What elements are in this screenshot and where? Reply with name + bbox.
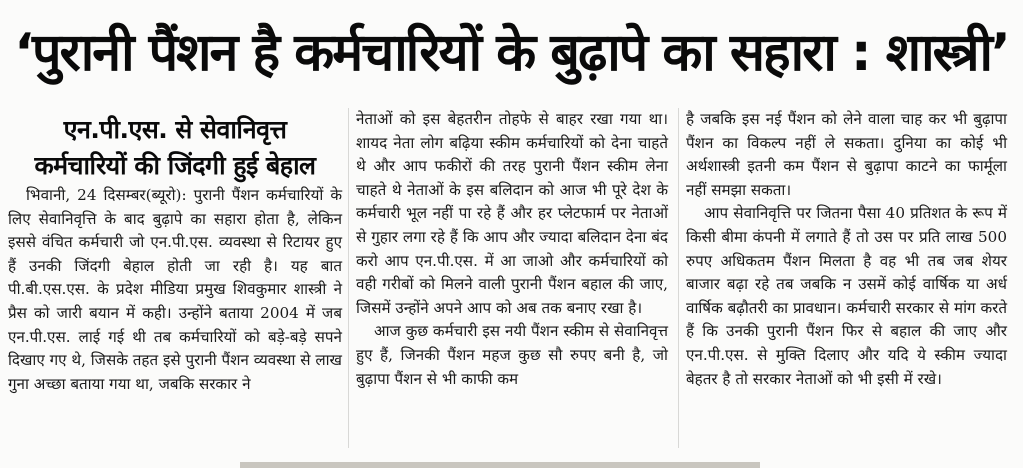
article-column-2 [356,108,668,391]
subheadline-line-1: एन.पी.एस. से सेवानिवृत्त [63,115,287,144]
article-paragraph: है जबकि इस नई पैंशन को लेने वाला चाह कर भी बुढ़ापा पैंशन का विकल्प नहीं ले सकता। दुनिया का कोई भी अर्थशास्त्री इतनी कम पैंशन से बुढ़ापा काटने का फार्मूला नहीं समझा सकता। [686,110,1007,199]
article-paragraph: आप सेवानिवृत्ति पर जितना पैसा 40 प्रतिशत के रूप में किसी बीमा कंपनी में लगाते हैं तो उस पर प्रति लाख 500 रुपए अधिकतम पैंशन मिलता है वह भी तब जब शेयर बाजार बढ़ा रहे तब जबकि न उसमें कोई वार्षिक या अर्ध वार्षिक बढ़ौतरी का प्रावधान। कर्मचारी सरकार से मांग करते हैं कि उनकी पुरानी पैंशन फिर से बहाल की जाए और एन.पी.एस. से मुक्ति दिलाए और यदि ये स्कीम ज्यादा बेहतर है तो सरकार नेताओं को भी इसी में रखे। [686,204,1007,388]
bottom-image-edge [240,462,760,468]
article-column-1 [8,112,342,396]
column-divider [348,108,349,448]
column-divider [678,108,679,448]
article-paragraph: आज कुछ कर्मचारी इस नयी पैंशन स्कीम से सेवानिवृत्त हुए हैं, जिनकी पैंशन महज कुछ सौ रुपए बनी है, जो बुढ़ापा पैंशन से भी काफी कम [356,322,668,388]
headline: ‘पुरानी पैंशन है कर्मचारियों के बुढ़ापे का सहारा : शास्त्री’ [14,23,1009,83]
article-paragraph: नेताओं को इस बेहतरीन तोहफे से बाहर रखा गया था। शायद नेता लोग बढ़िया स्कीम कर्मचारियों को देना चाहते थे और आप फकीरों की तरह पुरानी पैंशन स्कीम लेना चाहते थे नेताओं के इस बलिदान को आज भी पूरे देश के कर्मचारी भूल नहीं पा रहे हैं और हर प्लेटफार्म पर नेताओं से गुहार लगा रहे हैं कि आप और ज्यादा बलिदान देना बंद करो आप एन.पी.एस. में आ जाओ और कर्मचारियों को वही गरीबों को मिलने वाली पुरानी पैंशन बहाल की जाए, जिसमें उन्होंने अपने आप को अब तक बनाए रखा है। [356,110,668,317]
subheadline [8,112,342,184]
subheadline-line-2: कर्मचारियों की जिंदगी हुई बेहाल [34,151,316,180]
article-paragraph: भिवानी, 24 दिसम्बर(ब्यूरो): पुरानी पैंशन कर्मचारियों के लिए सेवानिवृत्ति के बाद बुढ़ापे का सहारा होता है, लेकिन इससे वंचित कर्मचारी जो एन.पी.एस. व्यवस्था से रिटायर हुए हैं उनकी जिंदगी बेहाल होती जा रही है। यह बात पी.बी.एस.एस. के प्रदेश मीडिया प्रमुख शिवकुमार शास्त्री ने प्रैस को जारी बयान में कही। उन्होंने बताया 2004 में जब एन.पी.एस. लाई गई थी तब कर्मचारियों को बड़े-बड़े सपने दिखाए गए थे, जिसके तहत इसे पुरानी पैंशन व्यवस्था से लाख गुना अच्छा बताया गया था, जबकि सरकार ने [8,186,342,393]
article-column-3 [686,108,1007,391]
